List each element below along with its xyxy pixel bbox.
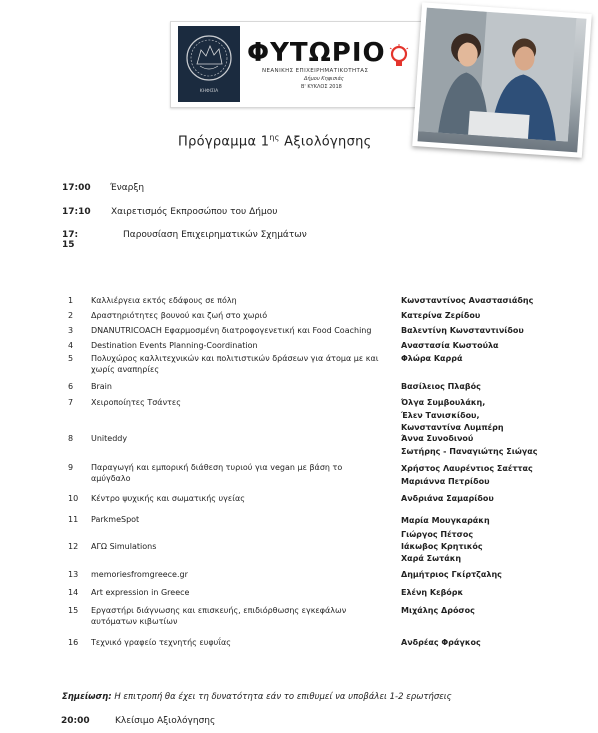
project-name: Παραγωγή και εμπορική διάθεση τυριού για vegan με βάση το αμύγδαλο [91,463,343,483]
project-number: 4 [68,341,74,350]
project-name: Κέντρο ψυχικής και σωματικής υγείας [91,494,245,503]
project-members [401,340,591,351]
member-name: Ιάκωβος Κρητικός [401,542,483,551]
member-name: Κατερίνα Ζερίδου [401,311,481,320]
member-name: Κωνσταντίνα Λυμπέρη [401,423,504,432]
project-number: 8 [68,434,74,443]
project-members [401,605,591,616]
note-label: Σημείωση: [62,692,112,702]
project-members [401,433,591,458]
project-number: 13 [68,570,79,579]
project-name: Τεχνικό γραφείο τεχνητής ευφυΐας [91,638,231,647]
project-number: 14 [68,588,79,597]
project-members [401,514,591,542]
member-name: Ανδριάνα Σαμαρίδου [401,494,494,503]
project-members [401,637,591,648]
project-number: 5 [68,354,74,363]
member-name: Βασίλειος Πλαβός [401,382,481,391]
member-name: Μιχάλης Δρόσος [401,606,475,615]
member-name: Κωνσταντίνος Αναστασιάδης [401,296,534,305]
schedule-text: Χαιρετισμός Εκπροσώπου του Δήμου [111,207,278,217]
member-name: Χαρά Σωτάκη [401,554,462,563]
project-number: 6 [68,382,74,391]
project-number: 7 [68,398,74,407]
project-name: Πολυχώρος καλλιτεχνικών και πολιτιστικών δράσεων για άτομα με και χωρίς αναπηρίες [91,354,379,374]
closing-time: 20:00 [61,716,90,726]
member-name: Όλγα Συμβουλάκη, [401,398,486,407]
team-photo [412,2,592,158]
project-name: Destination Events Planning-Coordination [91,341,258,350]
member-name: Ανδρέας Φράγκος [401,638,481,647]
schedule-time: 17:00 [62,183,91,193]
project-members [401,462,591,488]
project-members [401,353,591,364]
project-members [401,295,591,306]
member-name: Ελένη Κεβόρκ [401,588,464,597]
brand-subtitle: ΝΕΑΝΙΚΗΣ ΕΠΙΧΕΙΡΗΜΑΤΙΚΟΤΗΤΑΣ [262,68,369,74]
note-text: Η επιτροπή θα έχει τη δυνατότητα εάν το επιθυμεί να υποβάλει 1-2 ερωτήσεις [111,692,452,702]
brand-name: ΦΥΤΩΡΙΟ [247,38,386,68]
project-number: 3 [68,326,74,335]
member-name: Αναστασία Κωστούλα [401,341,499,350]
brand-municipality: Δήμου Κηφισιάς [304,76,344,82]
project-name: Χειροποίητες Τσάντες [91,398,181,407]
kifisia-emblem [178,26,240,102]
project-number: 10 [68,494,79,503]
closing-text: Κλείσιμο Αξιολόγησης [115,716,216,726]
member-name: Χρήστος Λαυρέντιος Σαέττας [401,464,533,473]
member-name: Σωτήρης - Παναγιώτης Σιώγας [401,446,538,456]
note [62,692,452,702]
schedule-text: Έναρξη [110,183,145,193]
project-members [401,397,591,435]
project-number: 12 [68,542,79,551]
project-number: 2 [68,311,74,320]
member-name: Βαλεντίνη Κωνσταντινίδου [401,326,524,335]
project-members [401,541,591,565]
project-name: Δραστηριότητες βουνού και ζωή στο χωριό [91,311,268,320]
schedule-time: 17: 15 [62,230,79,250]
page-title: Πρόγραμμα $1^{\eta\varsigma}$ Αξιολόγησης [178,133,372,150]
project-members [401,569,591,580]
project-number: 9 [68,463,74,472]
project-number: 16 [68,638,79,647]
project-name: Uniteddy [91,434,128,443]
brand-cycle: Β' ΚΥΚΛΟΣ 2018 [301,84,342,90]
schedule-time: 17:10 [62,207,91,217]
lightbulb-icon [389,44,409,70]
project-number: 1 [68,296,74,305]
project-number: 11 [68,515,79,524]
project-name: Brain [91,382,112,391]
schedule-text: Παρουσίαση Επιχειρηματικών Σχημάτων [123,230,307,240]
project-members [401,493,591,504]
member-name: Έλεν Τανισκίδου, [401,410,480,420]
emblem-caption: ΚΗΦΙΣΙΑ [199,89,219,94]
project-members [401,310,591,321]
project-name: memoriesfromgreece.gr [91,570,188,579]
member-name: Φλώρα Καρρά [401,354,463,363]
project-members [401,381,591,392]
project-name: Art expression in Greece [91,588,190,597]
project-name: Εργαστήρι διάγνωσης και επισκευής, επιδιόρθωσης εγκεφάλων αυτόματων κιβωτίων [91,606,347,626]
project-members [401,587,591,598]
member-name: Δημήτριος Γκίρτζαλης [401,570,502,579]
project-name: ΑΓΩ Simulations [91,542,157,551]
member-name: Γιώργος Πέτσος [401,530,474,539]
member-name: Μαριάννα Πετρίδου [401,477,490,486]
project-name: DNANUTRICOACH Εφαρμοσμένη διατροφογενετική και Food Coaching [91,326,372,335]
member-name: Άννα Συνοδινού [401,434,474,443]
project-number: 15 [68,606,79,615]
project-name: Καλλιέργεια εκτός εδάφους σε πόλη [91,296,237,305]
project-name: ParkmeSpot [91,515,140,524]
member-name: Μαρία Μουγκαράκη [401,516,490,525]
project-members [401,325,591,336]
